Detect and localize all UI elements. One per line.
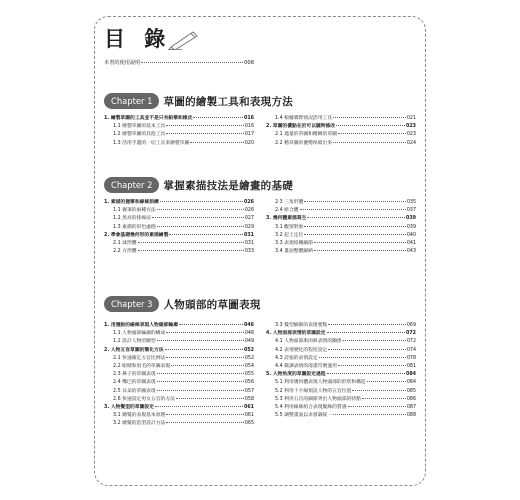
toc-subsection-row[interactable] — [104, 412, 254, 420]
toc-row-page: 046 — [244, 331, 254, 337]
toc-row-title: 3.1 觀察對象 — [275, 224, 304, 230]
toc-subsection-row[interactable] — [266, 232, 416, 240]
toc-row-title: 2. 人物五官草圖的簡化方法 — [104, 347, 164, 353]
toc-row-page: 020 — [244, 140, 254, 146]
toc-row-page: 033 — [244, 249, 254, 255]
dot-leader — [328, 349, 406, 350]
chapter-1-left-column — [104, 115, 254, 148]
dot-leader — [176, 398, 244, 399]
toc-row-title: 5.3 利用五官的細節突出人物頭部的特點 — [275, 396, 361, 402]
dot-leader — [304, 201, 406, 202]
dot-leader — [157, 340, 244, 341]
dot-leader — [165, 349, 243, 350]
toc-subsection-row[interactable] — [266, 379, 416, 387]
dot-leader — [333, 414, 406, 415]
toc-row-page: 049 — [244, 339, 254, 345]
toc-row-page: 056 — [244, 380, 254, 386]
toc-row-page: 035 — [406, 200, 416, 205]
toc-row-title: 3.3 表現結構細節 — [275, 241, 313, 247]
toc-header — [104, 24, 171, 54]
dot-leader — [304, 226, 406, 227]
toc-subsection-row[interactable] — [266, 131, 416, 139]
dot-leader — [157, 381, 244, 382]
toc-row-title: 3. 幾何體素描寫生 — [266, 216, 307, 222]
dot-leader — [138, 242, 244, 243]
toc-subsection-row[interactable] — [266, 115, 416, 123]
toc-subsection-row[interactable] — [266, 347, 416, 355]
toc-row-page: 026 — [243, 200, 254, 205]
toc-row-page: 055 — [244, 372, 254, 378]
toc-row-title: 1.3 活用手邊的一切工具來繪製草圖 — [113, 140, 190, 146]
dot-leader — [314, 242, 406, 243]
toc-row-title: 3.1 總髮的表現基本原理 — [113, 413, 166, 419]
dot-leader — [300, 209, 406, 210]
toc-row-page: 043 — [406, 249, 416, 255]
chapter-3-heading[interactable] — [104, 295, 261, 313]
toc-row-title: 3.3 髮型細節的表現要點 — [275, 323, 328, 328]
toc-subsection-row[interactable] — [266, 338, 416, 346]
toc-row-title: 5.1 利用幾何體表現人物頭部的形狀和構造 — [275, 380, 366, 386]
chapter-badge: Chapter 1 — [104, 93, 159, 109]
toc-row-title: 2.4 嘴巴的草圖表現 — [113, 380, 156, 386]
toc-section-row[interactable] — [104, 347, 254, 355]
toc-row-page: 046 — [243, 323, 254, 328]
toc-subsection-row[interactable] — [104, 207, 254, 215]
toc-subsection-row[interactable] — [104, 396, 254, 404]
toc-subsection-row[interactable] — [266, 396, 416, 404]
toc-subsection-row[interactable] — [104, 330, 254, 338]
dot-leader — [141, 62, 243, 63]
dot-leader — [160, 201, 243, 202]
toc-row-title: 3.2 總髮的造型設計方法 — [113, 421, 166, 427]
toc-section-row[interactable] — [266, 371, 416, 379]
toc-row-page: 031 — [244, 241, 254, 247]
toc-section-row[interactable] — [104, 232, 254, 240]
dot-leader — [348, 406, 406, 407]
toc-section-row[interactable] — [266, 123, 416, 131]
toc-row-page: 016 — [244, 124, 254, 130]
toc-row[interactable] — [104, 60, 254, 67]
toc-row-title: 本書的使用說明 — [104, 60, 141, 66]
dot-leader — [155, 406, 243, 407]
toc-subsection-row[interactable] — [266, 248, 416, 256]
dot-leader — [166, 332, 244, 333]
toc-row-title: 1.3 素描的彩色處理 — [113, 224, 156, 230]
toc-subsection-row[interactable] — [104, 215, 254, 223]
toc-subsection-row[interactable] — [104, 371, 254, 379]
toc-row-page: 040 — [406, 232, 416, 238]
toc-row-page: 008 — [244, 60, 254, 66]
toc-row-page: 039 — [405, 216, 416, 222]
toc-row-title: 1.2 黑亮的排線法 — [113, 216, 151, 222]
toc-row-title: 3. 人物髮型的草圖設定 — [104, 405, 155, 411]
chapter-title: 掌握素描技法是繪畫的基礎 — [163, 179, 294, 192]
dot-leader — [157, 209, 244, 210]
toc-row-title: 1.1 人物頭部輪廓的構成 — [113, 331, 166, 337]
toc-row-page: 087 — [406, 405, 416, 411]
toc-row-title: 4.1 人物面部肌肉與表情的關係 — [275, 339, 342, 345]
toc-row-page: 026 — [244, 208, 254, 214]
toc-row-page: 017 — [244, 132, 254, 138]
dot-leader — [138, 250, 244, 251]
toc-section-row[interactable] — [266, 330, 416, 338]
toc-subsection-row[interactable] — [104, 363, 254, 371]
dot-leader — [152, 217, 244, 218]
toc-section-row[interactable] — [104, 404, 254, 412]
dot-leader — [343, 340, 406, 341]
toc-row-title: 2.6 快速設定男女五官的方法 — [113, 396, 175, 402]
chapter-2-heading[interactable] — [104, 176, 293, 194]
usage-entry[interactable] — [104, 60, 254, 67]
dot-leader — [166, 414, 244, 415]
toc-row-title: 3.4 畫面整體歸納 — [275, 249, 313, 255]
toc-row-page: 069 — [406, 323, 416, 328]
dot-leader — [166, 422, 244, 423]
toc-row-title: 2.2 方形體 — [113, 249, 137, 255]
chapter-badge: Chapter 2 — [104, 177, 159, 193]
toc-row-page: 057 — [244, 388, 254, 394]
toc-row-page: 021 — [406, 116, 416, 121]
toc-row-page: 078 — [406, 355, 416, 361]
dot-leader — [169, 234, 243, 235]
toc-subsection-row[interactable] — [104, 123, 254, 131]
toc-row-page: 061 — [244, 413, 254, 419]
toc-row-title: 2. 草圖的優點在於可以隨時修改 — [266, 124, 336, 130]
toc-section-row[interactable] — [266, 215, 416, 223]
toc-row-page: 052 — [244, 355, 254, 361]
toc-row-title: 5. 人物角度的草圖設定過程 — [266, 372, 326, 378]
toc-row-title: 3.2 起上定位 — [275, 232, 304, 238]
toc-subsection-row[interactable] — [266, 207, 416, 215]
toc-row-page: 041 — [406, 241, 416, 247]
dot-leader — [362, 398, 406, 399]
toc-row-page: 084 — [406, 380, 416, 386]
dot-leader — [338, 365, 406, 366]
toc-subsection-row[interactable] — [266, 404, 416, 412]
chapter-badge: Chapter 3 — [104, 296, 159, 312]
dot-leader — [352, 390, 406, 391]
chapter-3-left-column — [104, 322, 254, 429]
toc-subsection-row[interactable] — [266, 355, 416, 363]
chapter-1-heading[interactable] — [104, 92, 293, 110]
toc-row-title: 5.2 利用十字線預設人物的五官位置 — [275, 388, 352, 394]
toc-row-title: 5.4 利用線條組合表現髮絲的質感 — [275, 405, 347, 411]
toc-row-title: 1.1 握筆的兩種方法 — [113, 208, 156, 214]
toc-row-title: 2.3 三角形體 — [275, 200, 304, 205]
toc-row-page: 023 — [406, 132, 416, 138]
toc-row-title: 2.2 精草圖的優勢保障出來 — [275, 140, 333, 146]
toc-subsection-row[interactable] — [104, 338, 254, 346]
toc-row-title: 1.2 設計人物的臉型 — [113, 339, 156, 345]
toc-row-title: 2.3 鼻子的草圖表現 — [113, 372, 156, 378]
dot-leader — [157, 373, 244, 374]
dot-leader — [333, 142, 406, 143]
dot-leader — [166, 357, 244, 358]
dot-leader — [157, 226, 244, 227]
toc-subsection-row[interactable] — [104, 248, 254, 256]
toc-row-title: 5.5 調整畫面以求發調統一 — [275, 413, 333, 419]
chapter-3-right-column — [266, 322, 416, 420]
toc-row-title: 1. 素描的握筆和線條訓練 — [104, 200, 159, 205]
dot-leader — [333, 117, 406, 118]
toc-subsection-row[interactable] — [104, 224, 254, 232]
toc-subsection-row[interactable] — [266, 224, 416, 232]
toc-subsection-row[interactable] — [266, 363, 416, 371]
dot-leader — [304, 234, 406, 235]
dot-leader — [336, 125, 405, 126]
toc-row-title: 2. 學會基礎幾何形的素描繪製 — [104, 232, 169, 238]
dot-leader — [193, 117, 243, 118]
toc-row-page: 029 — [244, 224, 254, 230]
toc-row-title: 1.1 繪製草圖的基本工具 — [113, 124, 166, 130]
dot-leader — [166, 125, 244, 126]
toc-row-title: 4.3 誇張的表情設定 — [275, 355, 318, 361]
toc-row-page: 031 — [243, 232, 254, 238]
toc-section-row[interactable] — [104, 322, 254, 330]
toc-row-page: 065 — [244, 421, 254, 427]
dot-leader — [327, 332, 405, 333]
toc-row-title: 1. 用漫脫的線條表現人物頭部輪廓 — [104, 323, 178, 328]
dot-leader — [166, 133, 244, 134]
toc-row-page: 058 — [244, 396, 254, 402]
toc-row-title: 2.5 耳朵的草圖表現 — [113, 388, 156, 394]
toc-subsection-row[interactable] — [104, 379, 254, 387]
toc-row-page: 085 — [406, 388, 416, 394]
dot-leader — [328, 324, 406, 325]
dot-leader — [367, 381, 406, 382]
toc-row-title: 1. 繪製草圖的工具並不是只有鉛筆和橡皮 — [104, 116, 193, 121]
toc-subsection-row[interactable] — [266, 140, 416, 148]
toc-subsection-row[interactable] — [104, 131, 254, 139]
toc-row-page: 086 — [406, 396, 416, 402]
toc-subsection-row[interactable] — [266, 412, 416, 420]
toc-subsection-row[interactable] — [266, 388, 416, 396]
chapter-2-left-column — [104, 199, 254, 256]
dot-leader — [190, 142, 244, 143]
dot-leader — [171, 365, 244, 366]
toc-section-row[interactable] — [104, 199, 254, 207]
dot-leader — [319, 357, 406, 358]
dot-leader — [327, 373, 405, 374]
toc-subsection-row[interactable] — [266, 322, 416, 330]
toc-row-title: 1.2 繪製草圖的其他工具 — [113, 132, 166, 138]
toc-row-title: 1.4 根據實際情況活用工具 — [275, 116, 333, 121]
toc-row-page: 027 — [244, 216, 254, 222]
toc-row-page: 037 — [406, 208, 416, 214]
toc-row-page: 039 — [406, 224, 416, 230]
toc-row-page: 023 — [405, 124, 416, 130]
toc-row-page: 081 — [406, 364, 416, 370]
toc-row-title: 2.4 組合體 — [275, 208, 299, 214]
chapter-title: 草圖的繪製工具和表現方法 — [163, 95, 294, 108]
toc-subsection-row[interactable] — [266, 199, 416, 207]
toc-row-page: 084 — [405, 372, 416, 378]
toc-section-row[interactable] — [104, 115, 254, 123]
toc-subsection-row[interactable] — [266, 240, 416, 248]
toc-row-page: 052 — [243, 347, 254, 353]
dot-leader — [179, 324, 243, 325]
toc-row-title: 4.4 微調表情的漫畫符號運用 — [275, 364, 337, 370]
toc-row-page: 072 — [406, 339, 416, 345]
chapter-2-right-column — [266, 199, 416, 256]
toc-row-page: 024 — [406, 140, 416, 146]
toc-subsection-row[interactable] — [104, 140, 254, 148]
chapter-1-right-column — [266, 115, 416, 148]
toc-row-title: 2.1 適量的草圖和精緻的草圖 — [275, 132, 337, 138]
toc-row-title: 2.1 球形體 — [113, 241, 137, 247]
toc-subsection-row[interactable] — [104, 420, 254, 428]
toc-row-page: 088 — [406, 413, 416, 419]
toc-row-page: 072 — [405, 331, 416, 337]
toc-row-title: 2.1 快速確定五官比例法 — [113, 355, 166, 361]
dot-leader — [307, 217, 405, 218]
toc-subsection-row[interactable] — [104, 388, 254, 396]
toc-subsection-row[interactable] — [104, 240, 254, 248]
dot-leader — [338, 133, 406, 134]
dot-leader — [157, 390, 244, 391]
toc-row-page: 054 — [244, 364, 254, 370]
toc-row-title: 4. 人物面部表情的草圖設定 — [266, 331, 326, 337]
toc-row-page: 016 — [243, 116, 254, 121]
chapter-title: 人物頭部的草圖表現 — [163, 298, 261, 311]
page-title: 目 錄 — [104, 27, 172, 51]
dot-leader — [314, 250, 406, 251]
toc-row-title: 2.2 眼睛和眉毛的草圖表現 — [113, 364, 171, 370]
pencil-icon — [168, 28, 202, 50]
toc-subsection-row[interactable] — [104, 355, 254, 363]
toc-row-title: 4.2 表情變化的程度設定 — [275, 347, 328, 353]
toc-row-page: 061 — [243, 405, 254, 411]
toc-row-page: 074 — [406, 347, 416, 353]
